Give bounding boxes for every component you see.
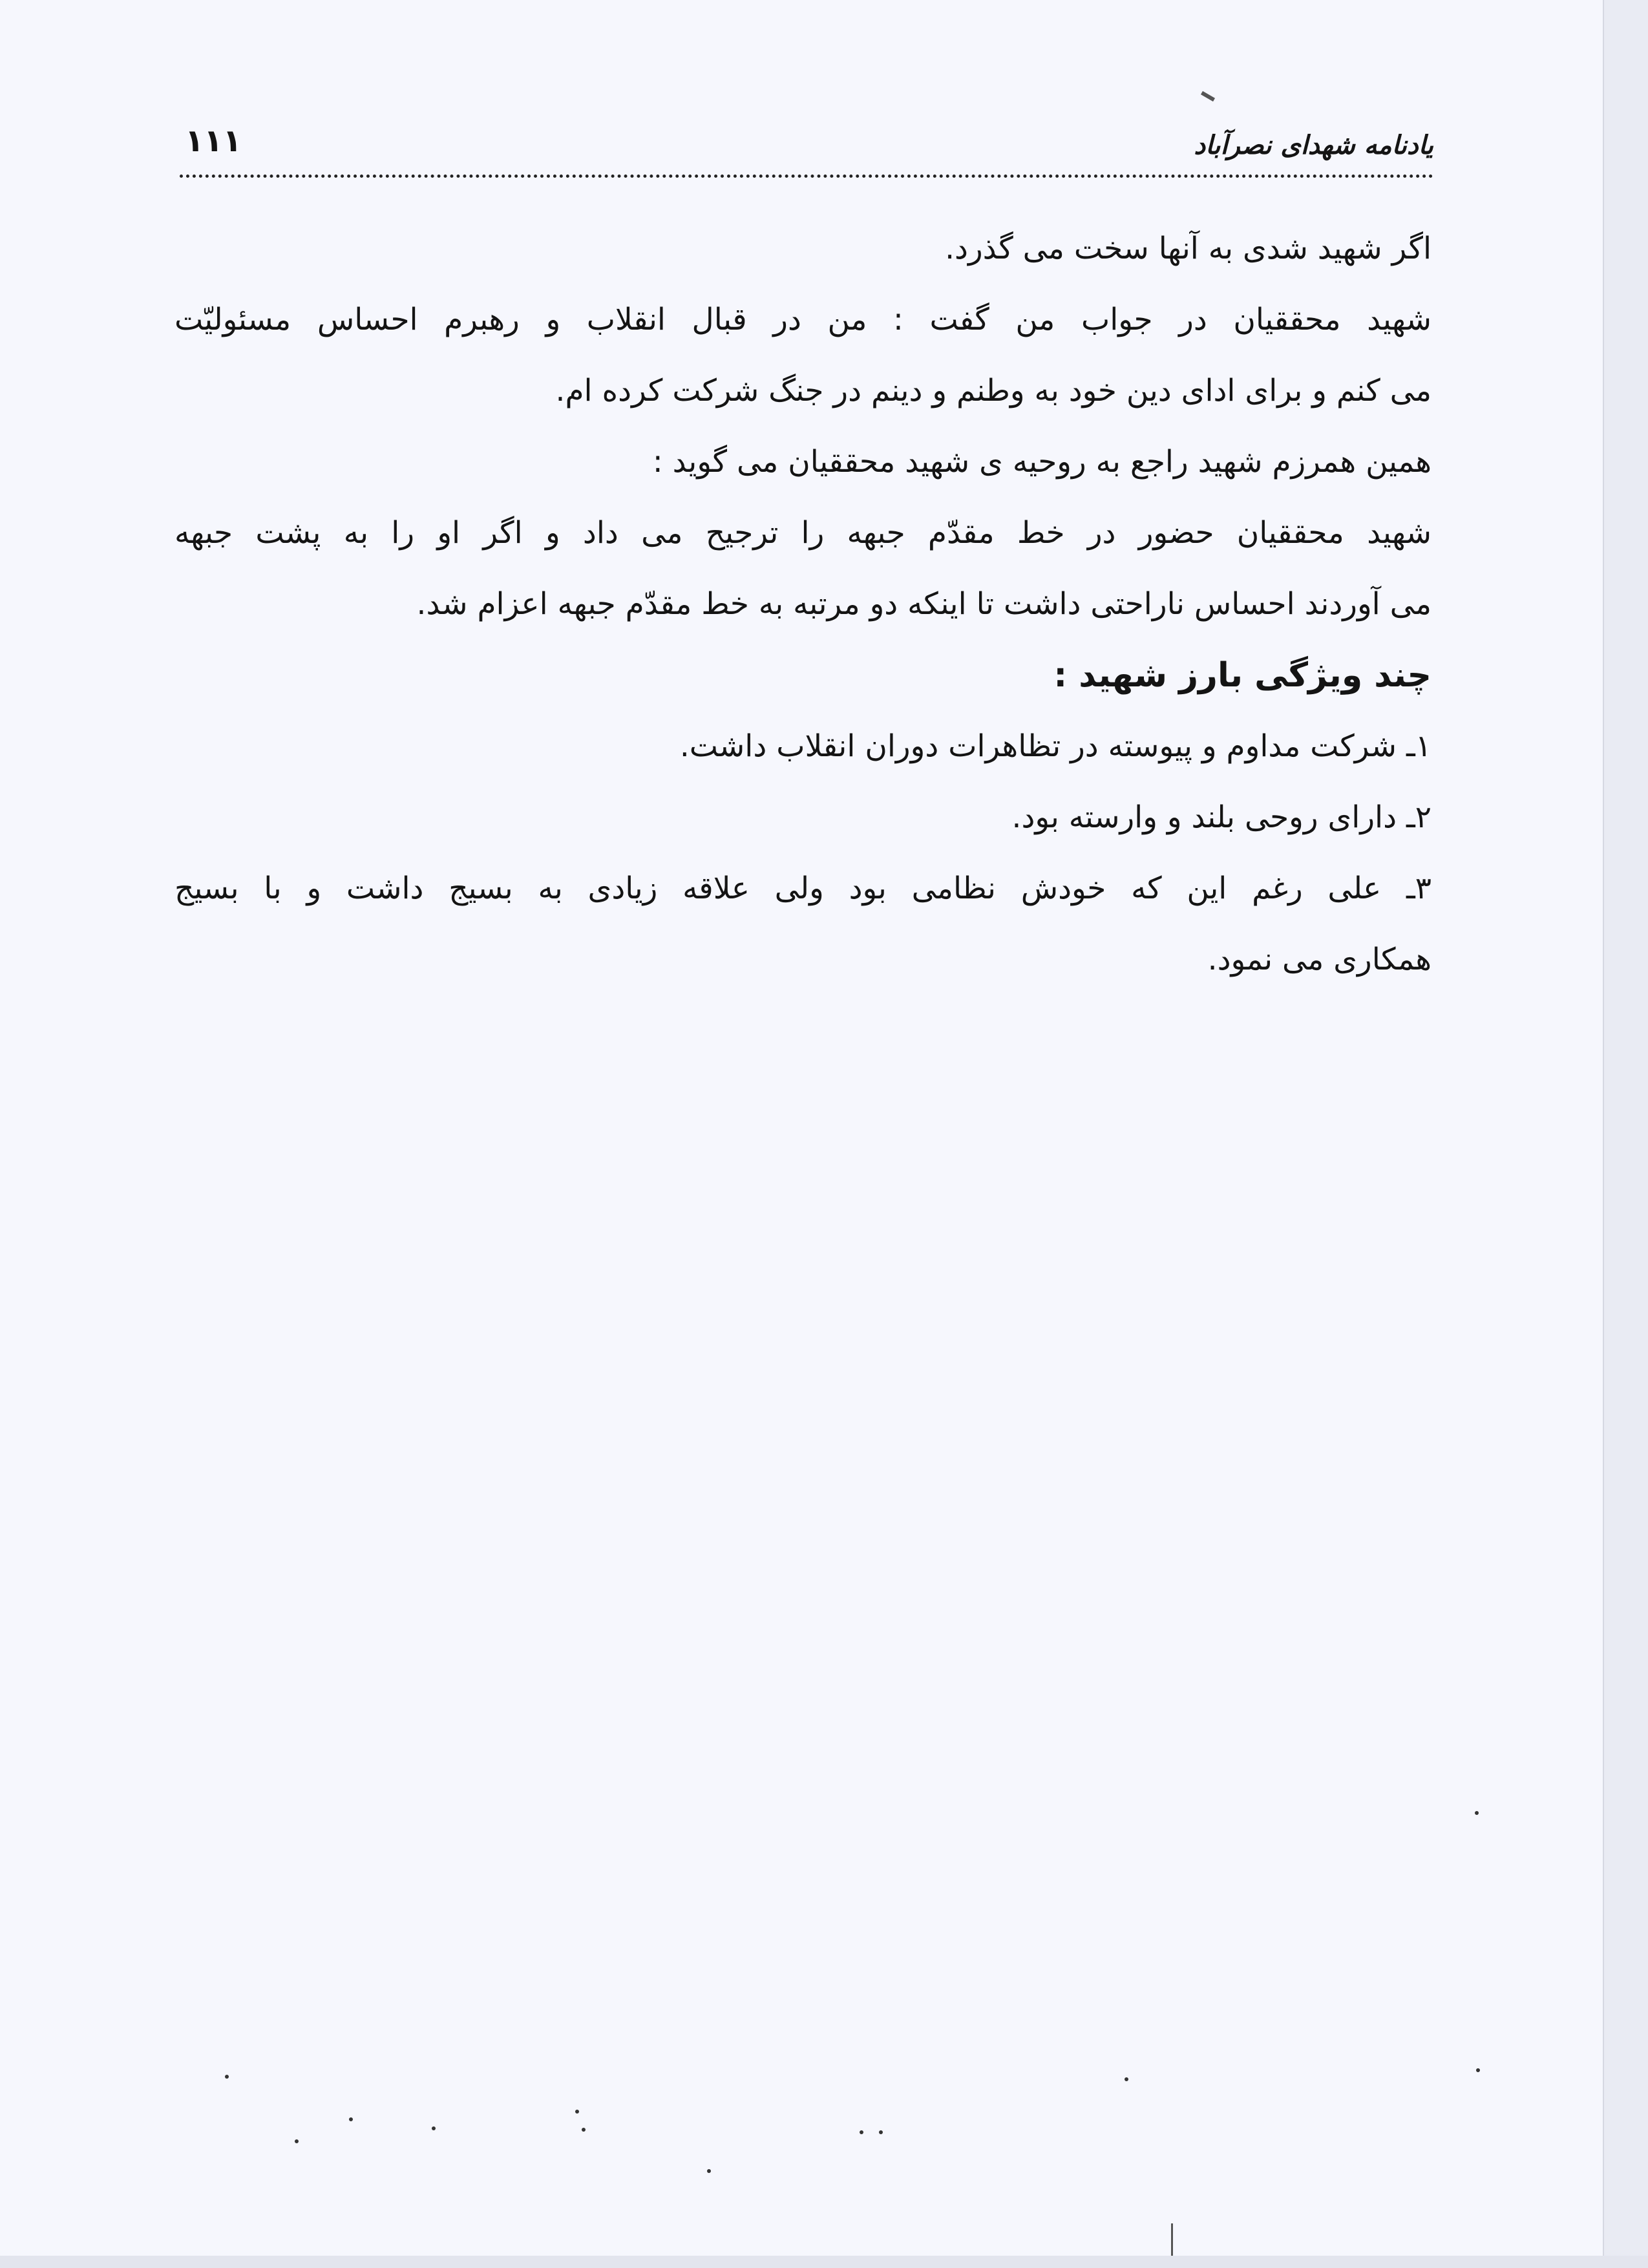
paragraph-line: شهید محققیان در جواب من گفت : من در قبال انقلاب و رهبرم احساس مسئولیّت [174,302,1431,337]
scan-speck [349,2117,353,2121]
list-item: ۱ـ شرکت مداوم و پیوسته در تظاهرات دوران انقلاب داشت. [679,728,1431,764]
paragraph-line: شهید محققیان حضور در خط مقدّم جبهه را ترجیح می داد و اگر او را به پشت جبهه [174,515,1431,551]
page-header [180,123,1433,178]
scan-border-right [1603,0,1648,2268]
scan-speck [860,2130,863,2134]
body-text [174,213,1431,995]
header-title: یادنامه شهدای نصرآباد [1194,131,1433,160]
scan-speck [295,2139,299,2143]
scan-speck [575,2110,579,2114]
list-item: ۲ـ دارای روحی بلند و وارسته بود. [1011,800,1431,835]
scan-speck [879,2130,883,2134]
paragraph-line: اگر شهید شدی به آنها سخت می گذرد. [945,231,1431,266]
scan-speck [1475,1811,1479,1815]
paragraph-line: می آوردند احساس ناراحتی داشت تا اینکه دو مرتبه به خط مقدّم جبهه اعزام شد. [416,586,1431,622]
scan-mark [1201,91,1215,101]
scan-speck [582,2128,586,2132]
list-item: ۳ـ علی رغم این که خودش نظامی بود ولی علاقه زیادی به بسیج داشت و با بسیج [174,871,1431,906]
scan-speck [225,2075,229,2079]
scan-speck [432,2126,436,2130]
paragraph-line: می کنم و برای ادای دین خود به وطنم و دینم در جنگ شرکت کرده ام. [555,373,1431,408]
paragraph-line: همین همرزم شهید راجع به روحیه ی شهید محققیان می گوید : [652,444,1431,480]
section-heading: چند ویژگی بارز شهید : [1053,656,1431,695]
scan-mark [1171,2223,1173,2256]
list-item-continuation: همکاری می نمود. [1207,942,1431,977]
scan-speck [707,2169,711,2173]
scan-border-bottom [0,2256,1648,2268]
scan-speck [1476,2068,1480,2072]
scan-speck [1125,2077,1128,2081]
page-number: ۱۱۱ [185,123,242,159]
